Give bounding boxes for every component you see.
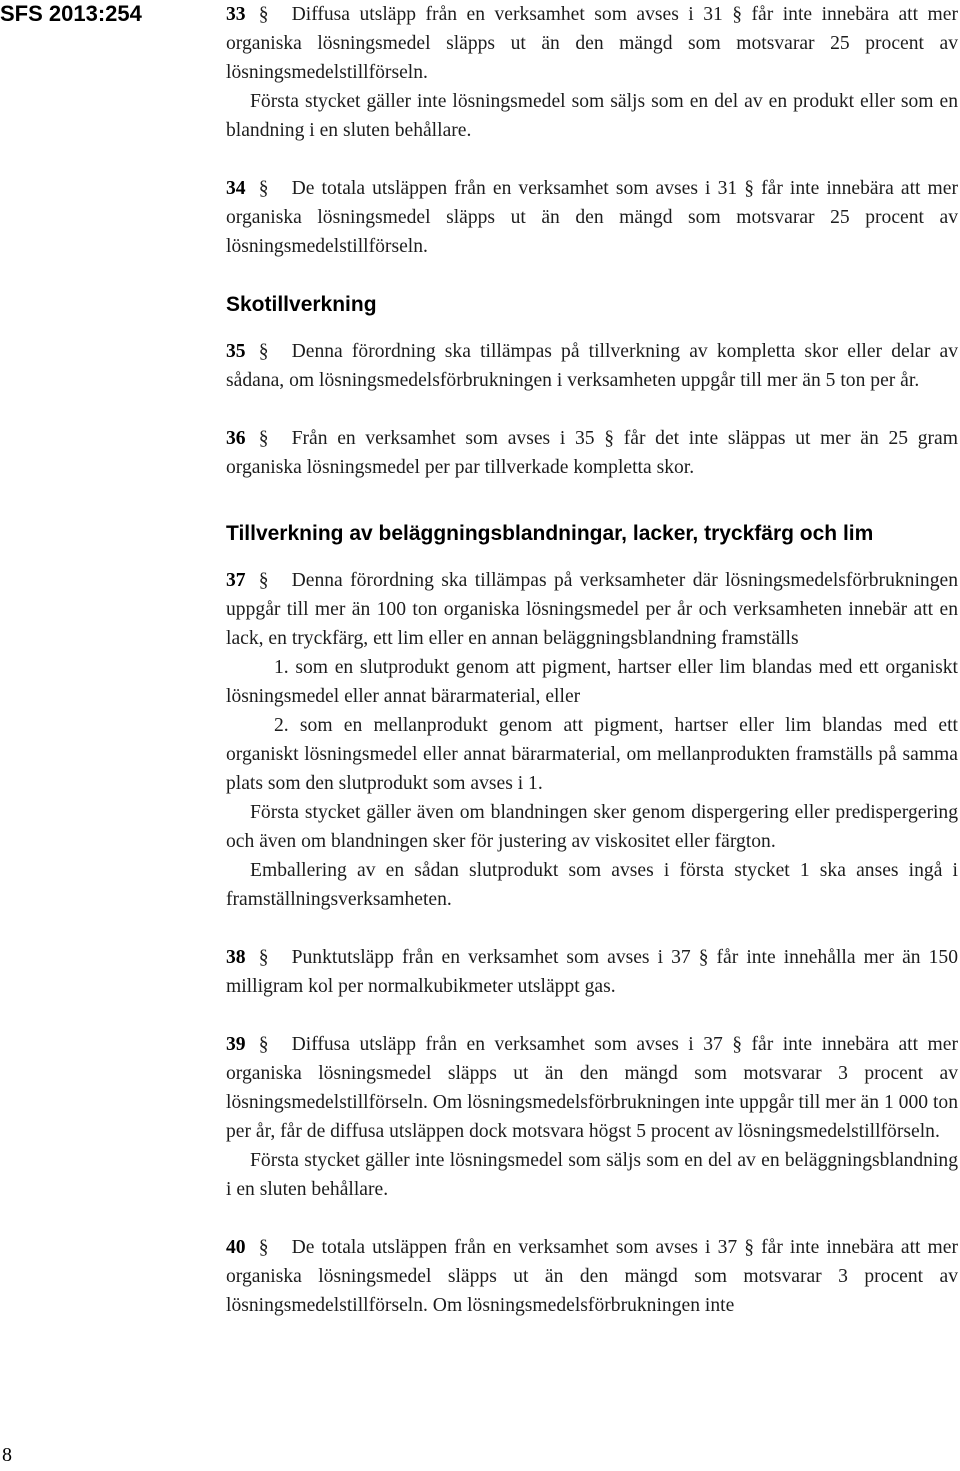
list-item: 1. som en slutprodukt genom att pigment, hartser eller lim blandas med ett organiskt lösningsmedel eller annat bärarmaterial, eller bbox=[226, 657, 958, 707]
paragraph: Diffusa utsläpp från en verksamhet som avses i 31 § får inte innebära att mer organiska lösningsmedel släpps ut än den mängd som motsvarar 25 procent av lösningsmedelstillförseln. bbox=[226, 4, 958, 83]
section-40-text bbox=[226, 1233, 958, 1320]
section-number: 39 bbox=[226, 1034, 246, 1055]
section-34 bbox=[226, 174, 958, 261]
section-number: 34 bbox=[226, 178, 246, 199]
section-35-text bbox=[226, 337, 958, 395]
section-sign-icon: § bbox=[258, 341, 269, 362]
heading-belaggningsblandningar: Tillverkning av beläggningsblandningar, lacker, tryckfärg och lim bbox=[226, 522, 874, 545]
section-sign-icon: § bbox=[258, 4, 269, 25]
list-item: 2. som en mellanprodukt genom att pigment, hartser eller lim blandas med ett organiskt lösningsmedel eller annat bärarmaterial, om mellanprodukten framställs på samma plats som den slutprodukt som avses i 1. bbox=[226, 715, 958, 794]
sfs-number: SFS 2013:254 bbox=[0, 1, 142, 26]
heading-skotillverkning: Skotillverkning bbox=[226, 293, 377, 316]
page-number: 8 bbox=[2, 1444, 12, 1466]
section-36 bbox=[226, 424, 958, 482]
paragraph: Första stycket gäller inte lösningsmedel som säljs som en del av en produkt eller som en blandning i en sluten behållare. bbox=[226, 91, 958, 141]
section-number: 38 bbox=[226, 947, 246, 968]
paragraph: Emballering av en sådan slutprodukt som avses i första stycket 1 ska anses ingå i framställningsverksamheten. bbox=[226, 860, 958, 910]
section-37-text bbox=[226, 566, 958, 653]
paragraph: Diffusa utsläpp från en verksamhet som avses i 37 § får inte innebära att mer organiska lösningsmedel släpps ut än den mängd som motsvarar 3 procent av lösningsmedelstillförseln. Om lösningsmedelsförbrukningen inte uppgår till mer än 1 000 ton per år, får de diffusa utsläppen dock motsvara högst 5 procent av lösningsmedelstillförseln. bbox=[226, 1034, 958, 1142]
section-39-text bbox=[226, 1030, 958, 1146]
document-body bbox=[226, 0, 958, 1349]
paragraph: Denna förordning ska tillämpas på verksamheter där lösningsmedelsförbrukningen uppgår till mer än 100 ton organiska lösningsmedel per år och verksamheten innebär att en lack, en tryckfärg, ett lim eller en annan beläggningsblandning framställs bbox=[226, 570, 958, 649]
section-33 bbox=[226, 0, 958, 145]
section-number: 33 bbox=[226, 4, 246, 25]
section-sign-icon: § bbox=[258, 428, 269, 449]
section-39 bbox=[226, 1030, 958, 1204]
section-35 bbox=[226, 337, 958, 395]
section-sign-icon: § bbox=[258, 1034, 269, 1055]
section-38 bbox=[226, 943, 958, 1001]
section-number: 35 bbox=[226, 341, 246, 362]
paragraph: De totala utsläppen från en verksamhet som avses i 37 § får inte innebära att mer organiska lösningsmedel släpps ut än den mängd som motsvarar 3 procent av lösningsmedelstillförseln. Om lösningsmedelsförbrukningen inte bbox=[226, 1237, 958, 1316]
section-33-text bbox=[226, 0, 958, 87]
paragraph: Första stycket gäller även om blandningen sker genom dispergering eller predispergering och även om blandningen sker för justering av viskositet eller färgton. bbox=[226, 802, 958, 852]
section-number: 36 bbox=[226, 428, 246, 449]
paragraph: Punktutsläpp från en verksamhet som avses i 37 § får inte innehålla mer än 150 milligram kol per normalkubikmeter utsläppt gas. bbox=[226, 947, 958, 997]
section-number: 37 bbox=[226, 570, 246, 591]
section-sign-icon: § bbox=[258, 570, 269, 591]
section-sign-icon: § bbox=[258, 1237, 269, 1258]
section-38-text bbox=[226, 943, 958, 1001]
section-36-text bbox=[226, 424, 958, 482]
section-number: 40 bbox=[226, 1237, 246, 1258]
section-40 bbox=[226, 1233, 958, 1320]
paragraph: Från en verksamhet som avses i 35 § får det inte släppas ut mer än 25 gram organiska lösningsmedel per par tillverkade kompletta skor. bbox=[226, 428, 958, 478]
section-34-text bbox=[226, 174, 958, 261]
paragraph: De totala utsläppen från en verksamhet som avses i 31 § får inte innebära att mer organiska lösningsmedel släpps ut än den mängd som motsvarar 25 procent av lösningsmedelstillförseln. bbox=[226, 178, 958, 257]
paragraph: Denna förordning ska tillämpas på tillverkning av kompletta skor eller delar av sådana, om lösningsmedelsförbrukningen i verksamheten uppgår till mer än 5 ton per år. bbox=[226, 341, 958, 391]
section-37 bbox=[226, 566, 958, 914]
section-sign-icon: § bbox=[258, 947, 269, 968]
paragraph: Första stycket gäller inte lösningsmedel som säljs som en del av en beläggningsblandning i en sluten behållare. bbox=[226, 1150, 958, 1200]
section-sign-icon: § bbox=[258, 178, 269, 199]
